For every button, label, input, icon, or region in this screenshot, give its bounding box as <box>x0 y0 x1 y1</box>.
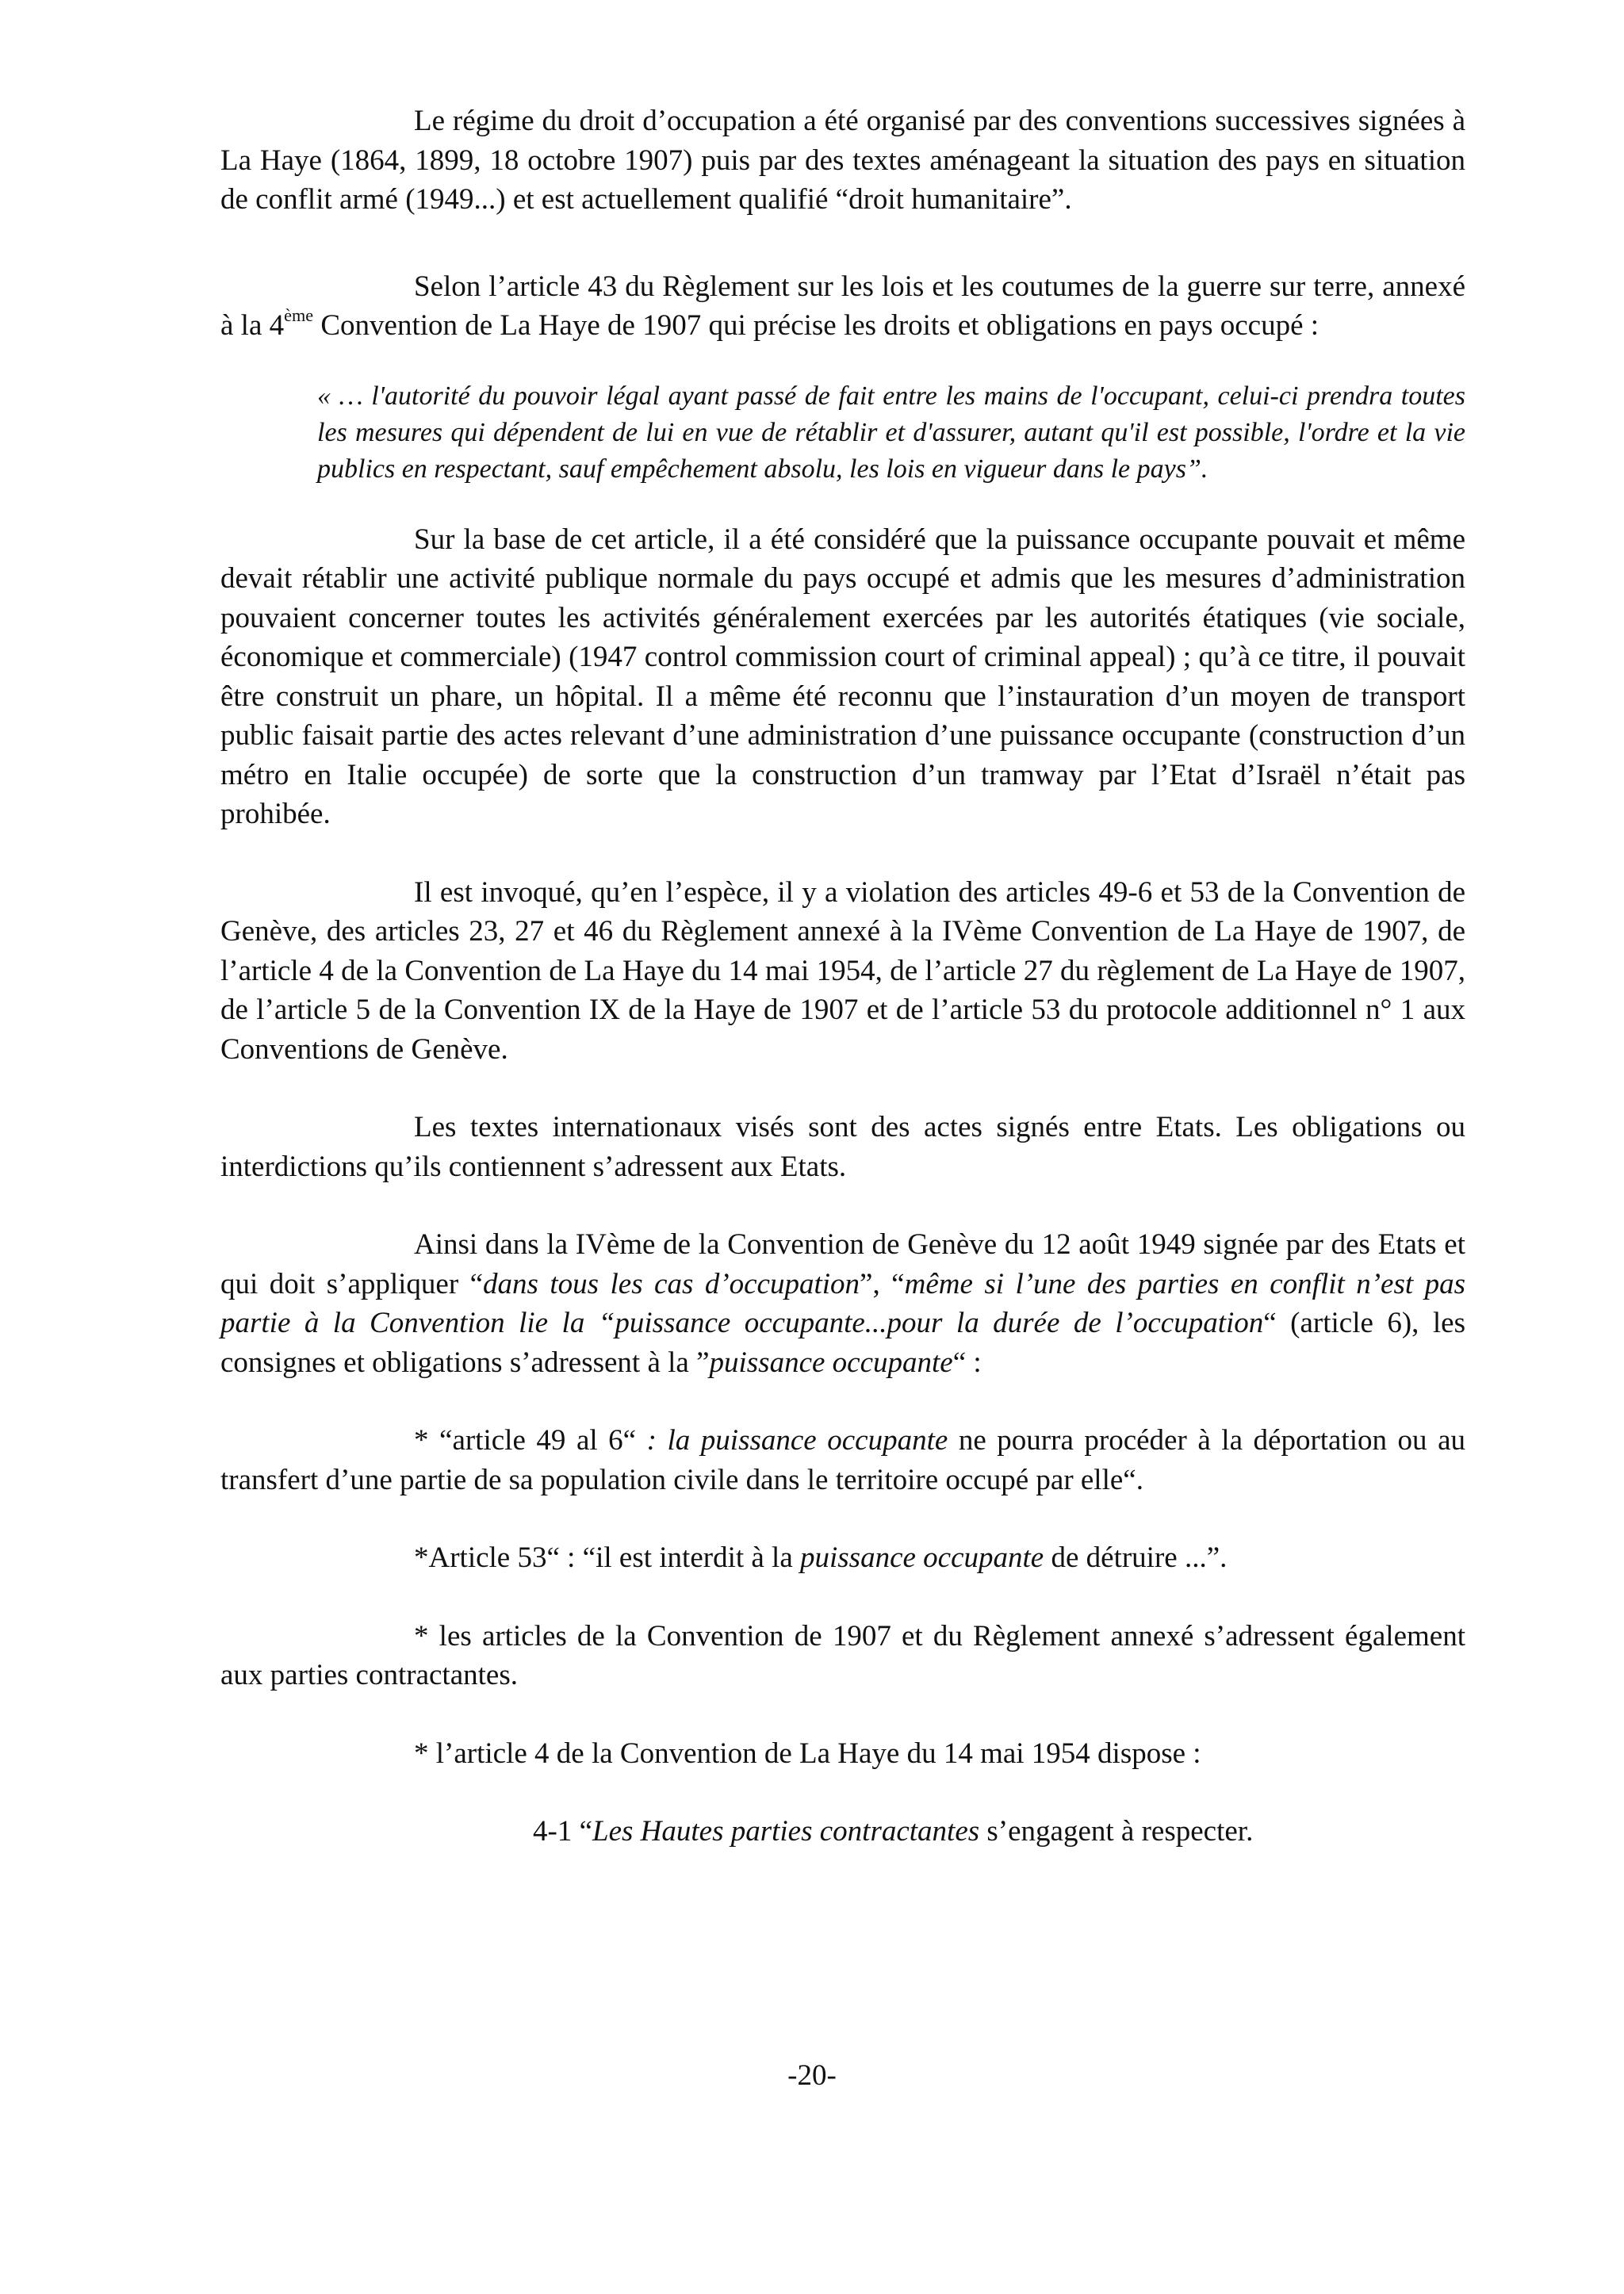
text-run: ”, “ <box>860 1267 905 1300</box>
paragraph-geneva-convention <box>220 1225 1465 1382</box>
paragraph-article-4: * l’article 4 de la Convention de La Haye du 14 mai 1954 dispose : <box>414 1737 1201 1770</box>
italic-run: : la puissance occupante <box>646 1424 948 1457</box>
paragraph-invoked-violations: Il est invoqué, qu’en l’espèce, il y a violation des articles 49-6 et 53 de la Convention de Genève, des articles 23, 27 et 46 du Règlement annexé à la IVème Convention de La Haye de 1907, de l’article 4 de la Convention de La Haye du 14 mai 1954, de l’article 27 du règlement de La Haye de 1907, de l’article 5 de la Convention IX de la Haye de 1907 et de l’article 53 du protocole additionnel n° 1 aux Conventions de Genève. <box>220 875 1465 1066</box>
italic-run: puissance occupante <box>800 1541 1044 1574</box>
superscript: ème <box>284 304 314 325</box>
page-number: -20- <box>787 2059 837 2092</box>
text-run: *Article 53“ : “il est interdit à la <box>414 1541 800 1574</box>
page-body <box>220 101 1465 1852</box>
text-run: Ainsi dans la IVème de la Convention de Genève du 12 août 1949 signée par des Etats et qui doit s’appliquer “ <box>220 1228 1465 1300</box>
text-run: Selon l’article 43 du Règlement sur les lois et les coutumes de la guerre sur terre, annexé à la 4 <box>220 270 1465 342</box>
paragraph-article-53 <box>220 1538 1465 1578</box>
text-run: s’engagent à respecter. <box>979 1815 1254 1848</box>
paragraph-article-4-1 <box>220 1812 1465 1852</box>
italic-run: Les Hautes parties contractantes <box>592 1815 980 1848</box>
text-run: “ (article 6), les consignes et obligations s’adressent à la ” <box>220 1307 1466 1379</box>
paragraph-convention-1907: * les articles de la Convention de 1907 et du Règlement annexé s’adressent également aux parties contractantes. <box>220 1619 1465 1691</box>
paragraph-public-activity: Sur la base de cet article, il a été considéré que la puissance occupante pouvait et même devait rétablir une activité publique normale du pays occupé et admis que les mesures d’administration pouvaient concerner toutes les activités généralement exercées par les autorités étatiques (vie sociale, économique et commerciale) (1947 control commission court of criminal appeal) ; qu’à ce titre, il pouvait être construit un phare, un hôpital. Il a même été reconnu que l’instauration d’un moyen de transport public faisait partie des actes relevant d’une administration d’une puissance occupante (construction d’un métro en Italie occupée) de sorte que la construction d’un tramway par l’Etat d’Israël n’était pas prohibée. <box>220 523 1465 830</box>
italic-run: puissance occupante <box>709 1346 953 1379</box>
text-run: ne pourra procéder à la déportation ou au transfert d’une partie de sa population civile dans le territoire occupé par elle“. <box>220 1424 1466 1496</box>
text-run: de détruire ...”. <box>1044 1541 1228 1574</box>
text-run: “ : <box>952 1346 982 1379</box>
text-run: 4-1 “ <box>533 1815 592 1848</box>
paragraph-occupation-regime: Le régime du droit d’occupation a été organisé par des conventions successives signées à La Haye (1864, 1899, 18 octobre 1907) puis par des textes aménageant la situation des pays en situation de conflit armé (1949...) et est actuellement qualifié “droit humanitaire”. <box>220 105 1465 216</box>
text-run: * “article 49 al 6“ <box>414 1424 647 1457</box>
italic-run: dans tous les cas d’occupation <box>483 1267 860 1300</box>
paragraph-international-texts: Les textes internationaux visés sont des actes signés entre Etats. Les obligations ou interdictions qu’ils contiennent s’adressent aux Etats. <box>220 1111 1465 1183</box>
italic-run: même si l’une des parties en conflit n’est pas partie à la Convention lie la “puissance occupante...pour la durée de l’occupation <box>220 1267 1465 1339</box>
text-run: Convention de La Haye de 1907 qui précise les droits et obligations en pays occupé : <box>313 309 1320 342</box>
paragraph-article-43 <box>220 267 1465 346</box>
paragraph-article-49 <box>220 1421 1465 1499</box>
quotation-article-43: « … l'autorité du pouvoir légal ayant passé de fait entre les mains de l'occupant, celui-ci prendra toutes les mesures qui dépendent de lui en vue de rétablir et d'assurer, autant qu'il est possible, l'ordre et la vie publics en respectant, sauf empêchement absolu, les lois en vigueur dans le pays”. <box>317 381 1465 484</box>
